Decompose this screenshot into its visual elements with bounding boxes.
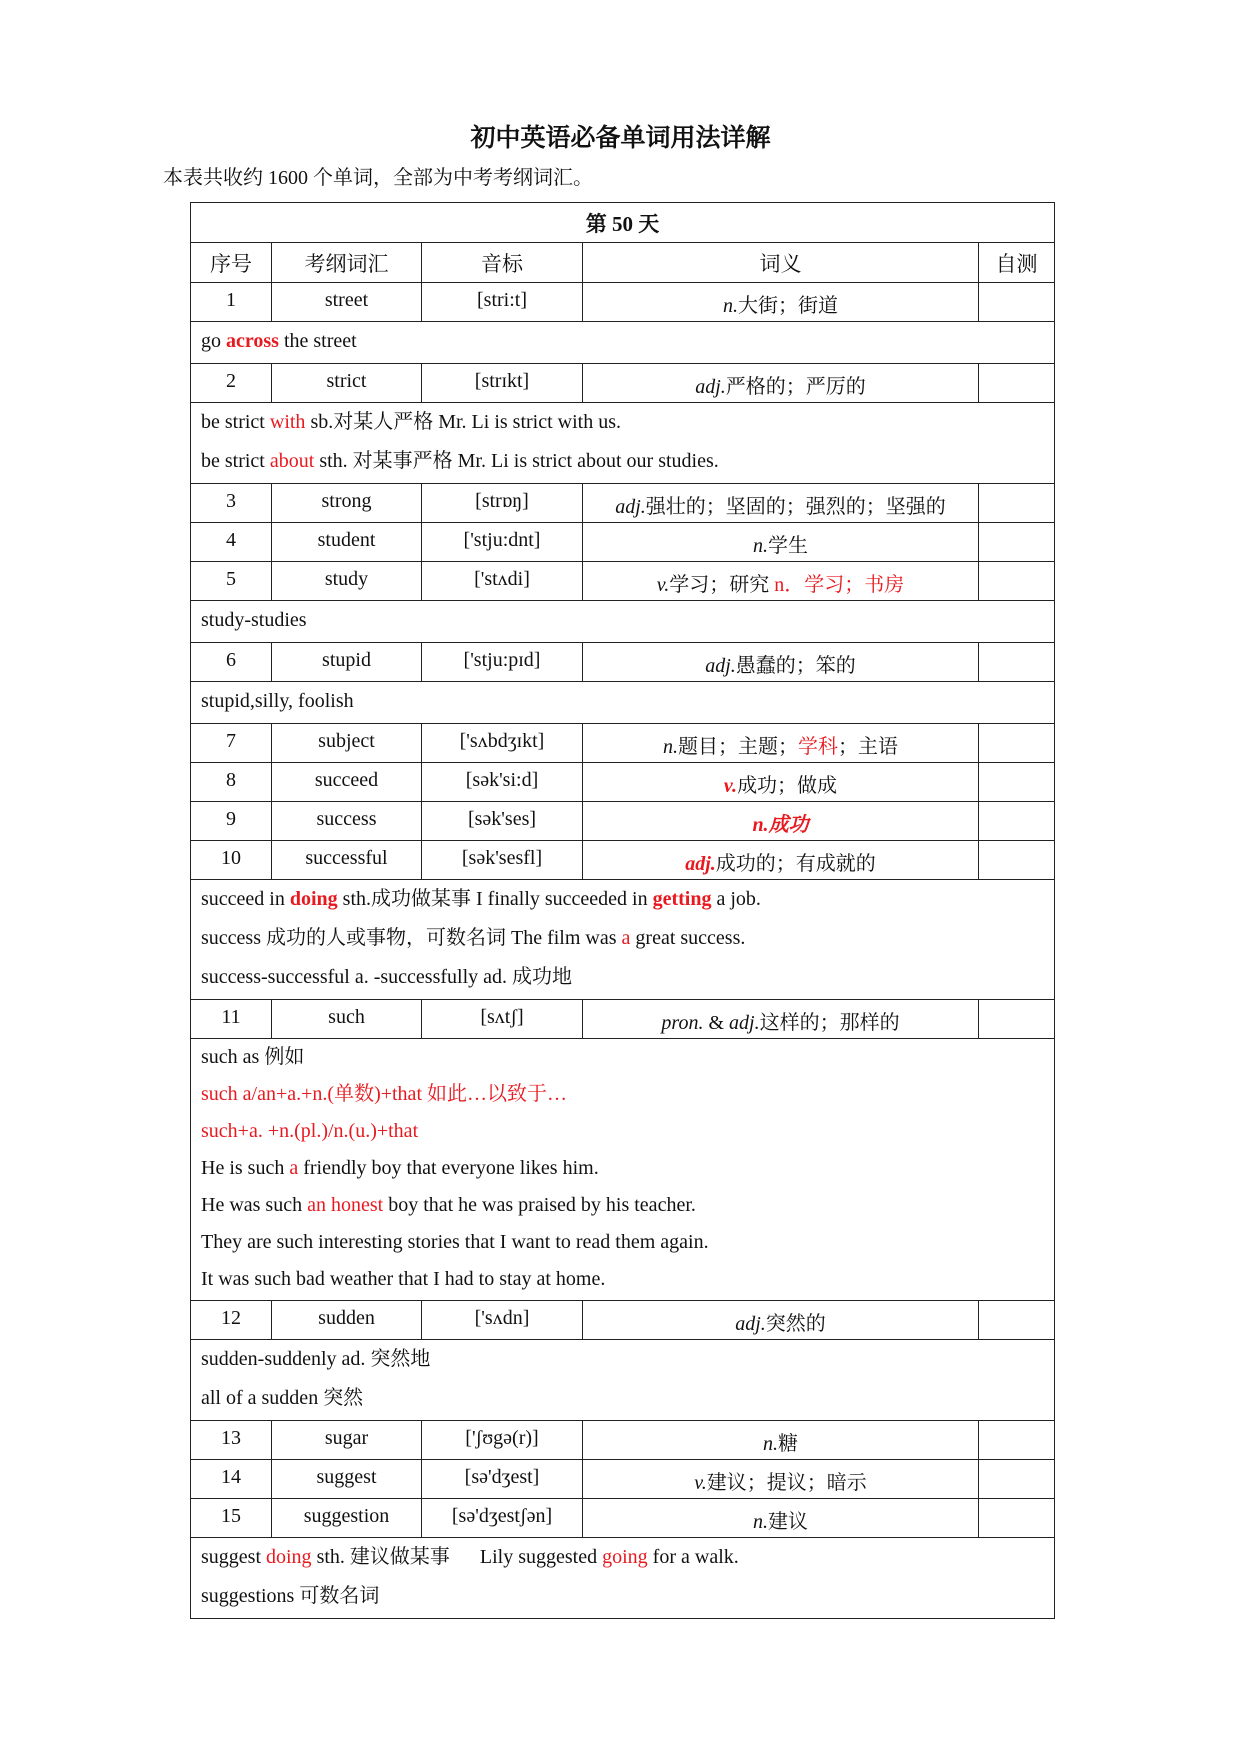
word-num: 4 [191, 523, 272, 562]
word-meaning [583, 724, 979, 763]
word-text: sudden [272, 1301, 422, 1340]
vocabulary-table [190, 202, 1055, 1619]
note-text: success-successful a. -successfully ad. 成功地 [201, 966, 573, 988]
usage-note [191, 1039, 1055, 1301]
word-phonetic: ['stʌdi] [422, 562, 583, 601]
word-meaning [583, 364, 979, 403]
note-highlight: such a/an+a.+n.(单数)+that 如此…以致于… [201, 1083, 567, 1105]
word-num: 6 [191, 643, 272, 682]
usage-note [191, 322, 1055, 364]
definition: 愚蠢的；笨的 [735, 655, 856, 677]
note-text: go [201, 330, 226, 352]
self-test-cell [979, 484, 1055, 523]
word-num: 1 [191, 283, 272, 322]
word-text: strict [272, 364, 422, 403]
usage-note [191, 1340, 1055, 1421]
pos: adj. [615, 496, 646, 518]
definition: 题目；主题； [678, 736, 798, 758]
self-test-cell [979, 724, 1055, 763]
usage-note [191, 682, 1055, 724]
pos: v. [656, 574, 670, 596]
note-text: sth. 建议做某事 Lily suggested [311, 1546, 603, 1568]
word-text: student [272, 523, 422, 562]
self-test-cell [979, 364, 1055, 403]
word-num: 12 [191, 1301, 272, 1340]
word-meaning [583, 523, 979, 562]
table-header [191, 243, 1055, 283]
word-row [191, 763, 1055, 802]
pos: n. [753, 1511, 768, 1533]
word-num: 11 [191, 1000, 272, 1039]
note-text: all of a sudden 突然 [201, 1387, 364, 1409]
pos: adj. [705, 655, 736, 677]
self-test-cell [979, 562, 1055, 601]
note-highlight: getting [652, 888, 712, 910]
definition: 严格的；严厉的 [725, 376, 866, 398]
note-text: such as 例如 [201, 1046, 305, 1068]
self-test-cell [979, 643, 1055, 682]
word-phonetic: ['sʌbdʒɪkt] [422, 724, 583, 763]
definition-highlight: 成功 [768, 814, 809, 836]
pos-highlight: n． [774, 574, 805, 596]
self-test-cell [979, 763, 1055, 802]
note-text: He is such [201, 1157, 290, 1179]
note-highlight: doing [289, 888, 338, 910]
word-text: street [272, 283, 422, 322]
self-test-cell [979, 523, 1055, 562]
word-meaning [583, 643, 979, 682]
word-meaning [583, 484, 979, 523]
definition: 成功的；有成就的 [715, 853, 876, 875]
page-title: 初中英语必备单词用法详解 [470, 125, 771, 152]
note-text: It was such bad weather that I had to stay at home. [201, 1268, 606, 1290]
definition: 突然的 [765, 1313, 826, 1335]
pos: n. [753, 535, 768, 557]
word-row [191, 1421, 1055, 1460]
note-highlight: across [226, 330, 279, 352]
note-highlight: going [602, 1546, 648, 1568]
word-phonetic: ['sʌdn] [422, 1301, 583, 1340]
note-text: sudden-suddenly ad. 突然地 [201, 1348, 431, 1370]
note-highlight: about [269, 450, 315, 472]
word-row [191, 523, 1055, 562]
self-test-cell [979, 802, 1055, 841]
word-phonetic: [stri:t] [422, 283, 583, 322]
note-text: success 成功的人或事物，可数名词 The film was [201, 927, 622, 949]
word-row [191, 643, 1055, 682]
pos-separator: & [703, 1012, 730, 1034]
pos-highlight: v. [723, 775, 738, 797]
note-text: They are such interesting stories that I want to read them again. [201, 1231, 709, 1253]
header-phonetic: 音标 [422, 243, 583, 283]
definition: 建议 [768, 1511, 808, 1533]
definition: 糖 [778, 1433, 798, 1455]
note-highlight: such+a. +n.(pl.)/n.(u.)+that [201, 1120, 419, 1142]
note-highlight: a [621, 927, 631, 949]
word-text: succeed [272, 763, 422, 802]
definition: ；主语 [838, 736, 898, 758]
word-row [191, 1499, 1055, 1538]
definition: 学习；研究 [669, 574, 770, 596]
note-text: sth. 对某事严格 Mr. Li is strict about our studies. [314, 450, 719, 472]
word-text: suggestion [272, 1499, 422, 1538]
word-text: sugar [272, 1421, 422, 1460]
definition: 大街；街道 [738, 295, 838, 317]
word-num: 15 [191, 1499, 272, 1538]
word-meaning [583, 1460, 979, 1499]
word-meaning [583, 1421, 979, 1460]
header-meaning: 词义 [583, 243, 979, 283]
usage-note [191, 403, 1055, 484]
pos: adj. [735, 1313, 766, 1335]
note-text: sth.成功做某事 I finally succeeded in [337, 888, 653, 910]
word-row [191, 1301, 1055, 1340]
word-row [191, 562, 1055, 601]
word-row [191, 484, 1055, 523]
self-test-cell [979, 1421, 1055, 1460]
word-num: 10 [191, 841, 272, 880]
note-text: a job. [711, 888, 761, 910]
note-text: succeed in [201, 888, 290, 910]
word-phonetic: ['stju:dnt] [422, 523, 583, 562]
note-highlight: a [289, 1157, 299, 1179]
word-phonetic: [sək'si:d] [422, 763, 583, 802]
note-highlight: doing [266, 1546, 312, 1568]
self-test-cell [979, 1460, 1055, 1499]
word-meaning [583, 802, 979, 841]
word-phonetic: [sə'dʒest] [422, 1460, 583, 1499]
intro-text: 本表共收约 1600 个单词，全部为中考考纲词汇。 [163, 167, 593, 189]
word-text: successful [272, 841, 422, 880]
word-meaning [583, 283, 979, 322]
word-meaning [583, 841, 979, 880]
definition: 学生 [768, 535, 808, 557]
day-label: 第 50 天 [191, 203, 1055, 243]
note-highlight: an honest [307, 1194, 384, 1216]
self-test-cell [979, 1301, 1055, 1340]
word-phonetic: [sək'ses] [422, 802, 583, 841]
word-row [191, 283, 1055, 322]
word-phonetic: [strɒŋ] [422, 484, 583, 523]
word-num: 14 [191, 1460, 272, 1499]
word-num: 9 [191, 802, 272, 841]
pos: pron. [661, 1012, 704, 1034]
definition: 建议；提议；暗示 [706, 1472, 867, 1494]
note-text: the street [278, 330, 357, 352]
word-phonetic: [strɪkt] [422, 364, 583, 403]
self-test-cell [979, 1499, 1055, 1538]
definition-highlight: 学习；书房 [804, 574, 905, 596]
self-test-cell [979, 283, 1055, 322]
usage-note [191, 880, 1055, 1000]
word-phonetic: [sʌtʃ] [422, 1000, 583, 1039]
usage-note [191, 1538, 1055, 1619]
pos-highlight: n. [752, 814, 769, 836]
self-test-cell [979, 841, 1055, 880]
word-phonetic: ['stju:pɪd] [422, 643, 583, 682]
header-self-test: 自测 [979, 243, 1055, 283]
note-text: suggest [201, 1546, 266, 1568]
word-num: 13 [191, 1421, 272, 1460]
word-text: stupid [272, 643, 422, 682]
word-meaning [583, 763, 979, 802]
header-word: 考纲词汇 [272, 243, 422, 283]
note-text: for a walk. [647, 1546, 739, 1568]
note-highlight: with [269, 411, 306, 433]
note-text: be strict [201, 411, 270, 433]
word-text: study [272, 562, 422, 601]
word-num: 2 [191, 364, 272, 403]
word-text: strong [272, 484, 422, 523]
word-phonetic: [sə'dʒestʃən] [422, 1499, 583, 1538]
note-text: great success. [630, 927, 746, 949]
self-test-cell [979, 1000, 1055, 1039]
word-text: such [272, 1000, 422, 1039]
word-phonetic: [sək'sesfl] [422, 841, 583, 880]
note-text: He was such [201, 1194, 308, 1216]
pos-highlight: adj. [685, 853, 716, 875]
word-meaning [583, 1000, 979, 1039]
word-text: success [272, 802, 422, 841]
note-text: suggestions 可数名词 [201, 1585, 380, 1607]
word-meaning [583, 1301, 979, 1340]
word-num: 5 [191, 562, 272, 601]
word-phonetic: ['ʃʊgə(r)] [422, 1421, 583, 1460]
note-text: boy that he was praised by his teacher. [383, 1194, 696, 1216]
note-text: stupid,silly, foolish [201, 690, 354, 712]
definition: 成功；做成 [737, 775, 838, 797]
definition-highlight: 学科 [798, 736, 838, 758]
note-text: friendly boy that everyone likes him. [298, 1157, 599, 1179]
word-row [191, 841, 1055, 880]
note-text: be strict [201, 450, 270, 472]
word-row [191, 802, 1055, 841]
header-num: 序号 [191, 243, 272, 283]
word-text: subject [272, 724, 422, 763]
pos: v. [694, 1472, 707, 1494]
definition: 这样的；那样的 [759, 1012, 900, 1034]
word-row [191, 1460, 1055, 1499]
word-text: suggest [272, 1460, 422, 1499]
pos: n. [723, 295, 738, 317]
pos: adj. [695, 376, 726, 398]
pos: n. [663, 736, 678, 758]
word-row [191, 724, 1055, 763]
definition: 强壮的；坚固的；强烈的；坚强的 [645, 496, 946, 518]
usage-note [191, 601, 1055, 643]
word-num: 3 [191, 484, 272, 523]
word-row [191, 1000, 1055, 1039]
word-row [191, 364, 1055, 403]
word-num: 8 [191, 763, 272, 802]
note-text: sb.对某人严格 Mr. Li is strict with us. [305, 411, 622, 433]
note-text: study-studies [201, 609, 307, 631]
word-meaning [583, 562, 979, 601]
pos: n. [763, 1433, 778, 1455]
word-meaning [583, 1499, 979, 1538]
word-num: 7 [191, 724, 272, 763]
pos: adj. [729, 1012, 760, 1034]
